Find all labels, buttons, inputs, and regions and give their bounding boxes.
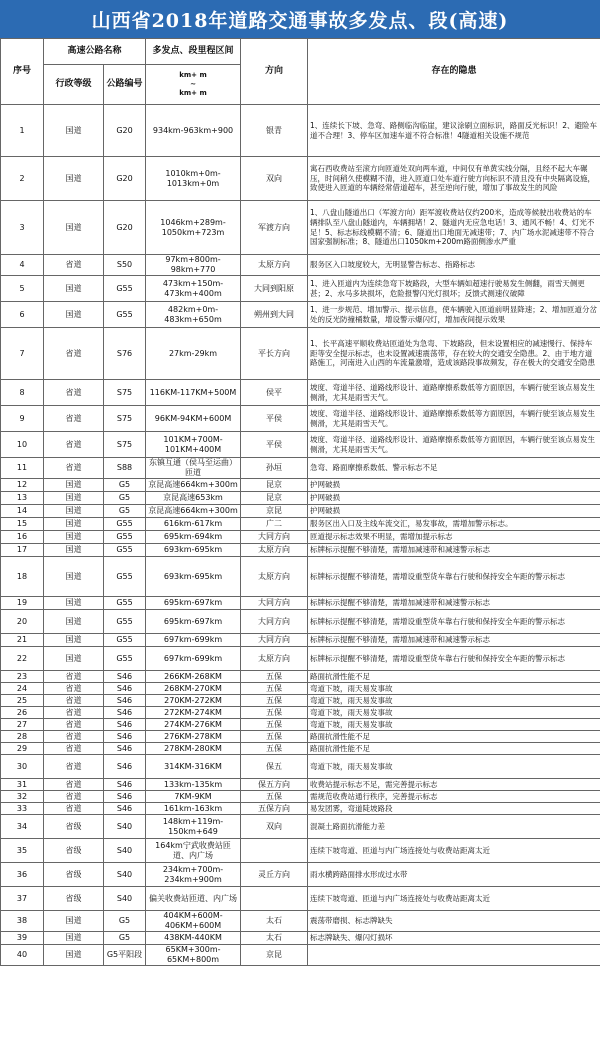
row-issue: 标牌标示提醒不够清楚，需增加减速带和减速警示标志 <box>308 544 600 557</box>
table-row <box>1 755 600 779</box>
row-range: 473km+150m-473km+400m <box>146 276 241 302</box>
row-seq: 25 <box>1 695 44 707</box>
row-seq: 1 <box>1 105 44 157</box>
row-issue: 混凝土路面抗滑能力差 <box>308 815 600 839</box>
row-direction: 太原方向 <box>241 647 308 671</box>
header-direction: 方向 <box>241 39 308 105</box>
row-seq: 31 <box>1 779 44 791</box>
row-admin-level: 国道 <box>44 302 104 328</box>
row-range: 693km-695km <box>146 544 241 557</box>
row-seq: 40 <box>1 945 44 966</box>
row-issue: 坡度、弯道半径、道路线形设计、道路摩擦系数低等方面原因，车辆行驶至该点易发生侧滑，尤其是雨雪天气。 <box>308 380 600 406</box>
row-seq: 32 <box>1 791 44 803</box>
row-range: 695km-697km <box>146 597 241 610</box>
header-issue: 存在的隐患 <box>308 39 600 105</box>
row-route-code: G55 <box>104 634 146 647</box>
table-row <box>1 911 600 932</box>
row-route-code: S50 <box>104 255 146 276</box>
row-admin-level: 省道 <box>44 432 104 458</box>
row-issue: 震荡带磨损、标志牌缺失 <box>308 911 600 932</box>
row-route-code: G5 <box>104 932 146 945</box>
row-issue: 标牌标示提醒不够清楚，需增设重型货车靠右行驶和保持安全车距的警示标志 <box>308 647 600 671</box>
row-seq: 13 <box>1 492 44 505</box>
table-row <box>1 557 600 597</box>
row-seq: 23 <box>1 671 44 683</box>
table-row <box>1 791 600 803</box>
row-admin-level: 国道 <box>44 610 104 634</box>
row-issue: 1、长平高速平顺收费站匝道处为急弯、下坡路段，但未设置相应的减速慢行、保持车距等安全提示标志，也未设置减速震荡带，存在较大的交通安全隐患。2、由于地方道路施工，河南进入山西的车流量激增，造成该路段事故频发，存在极大的交通安全隐患 <box>308 328 600 380</box>
row-route-code: S40 <box>104 815 146 839</box>
row-admin-level: 省道 <box>44 779 104 791</box>
row-seq: 9 <box>1 406 44 432</box>
row-range: 278KM-280KM <box>146 743 241 755</box>
row-issue: 匝道提示标志效果不明显，需增加提示标志 <box>308 531 600 544</box>
row-issue: 护网破损 <box>308 505 600 518</box>
row-range: 27km-29km <box>146 328 241 380</box>
table-row <box>1 505 600 518</box>
row-route-code: G5 <box>104 505 146 518</box>
row-range: 65KM+300m-65KM+800m <box>146 945 241 966</box>
row-admin-level: 省级 <box>44 863 104 887</box>
header-seq: 序号 <box>1 39 44 105</box>
header-admin-level: 行政等级 <box>44 65 104 105</box>
row-route-code: S46 <box>104 671 146 683</box>
table-row <box>1 743 600 755</box>
table-row <box>1 302 600 328</box>
row-route-code: S46 <box>104 707 146 719</box>
row-range: 695km-694km <box>146 531 241 544</box>
row-route-code: G55 <box>104 647 146 671</box>
page-title: 山西省2018年道路交通事故多发点、段(高速) <box>0 0 600 38</box>
row-issue: 标志牌缺失、爆闪灯损坏 <box>308 932 600 945</box>
row-issue: 易发团雾，弯道陡坡路段 <box>308 803 600 815</box>
row-route-code: G5 <box>104 492 146 505</box>
row-admin-level: 国道 <box>44 157 104 201</box>
row-route-code: S40 <box>104 887 146 911</box>
row-range: 101KM+700M-101KM+400M <box>146 432 241 458</box>
table-row <box>1 719 600 731</box>
row-admin-level: 省道 <box>44 755 104 779</box>
row-direction: 五保 <box>241 731 308 743</box>
row-direction <box>241 839 308 863</box>
row-seq: 24 <box>1 683 44 695</box>
table-row <box>1 695 600 707</box>
table-row <box>1 105 600 157</box>
table-row <box>1 458 600 479</box>
row-range: 1010km+0m-1013km+0m <box>146 157 241 201</box>
row-admin-level: 国道 <box>44 597 104 610</box>
row-seq: 21 <box>1 634 44 647</box>
row-range: 693km-695km <box>146 557 241 597</box>
row-admin-level: 省级 <box>44 887 104 911</box>
row-admin-level: 国道 <box>44 531 104 544</box>
row-route-code: G20 <box>104 157 146 201</box>
row-admin-level: 国道 <box>44 479 104 492</box>
table-row <box>1 634 600 647</box>
row-route-code: G55 <box>104 597 146 610</box>
row-direction: 广二 <box>241 518 308 531</box>
row-direction: 保五方向 <box>241 779 308 791</box>
row-direction: 五保 <box>241 695 308 707</box>
table-row <box>1 201 600 255</box>
table-row <box>1 406 600 432</box>
row-direction: 五保 <box>241 671 308 683</box>
row-route-code: S46 <box>104 719 146 731</box>
row-seq: 16 <box>1 531 44 544</box>
table-row <box>1 803 600 815</box>
row-seq: 4 <box>1 255 44 276</box>
row-direction: 孙垣 <box>241 458 308 479</box>
row-issue: 弯道下坡，雨天易发事故 <box>308 695 600 707</box>
row-seq: 20 <box>1 610 44 634</box>
row-issue: 雨水横跨路面排水形成过水带 <box>308 863 600 887</box>
row-admin-level: 省道 <box>44 328 104 380</box>
row-range: 东镇互通（侯马至运曲）匝道 <box>146 458 241 479</box>
row-admin-level: 省道 <box>44 458 104 479</box>
table-row <box>1 683 600 695</box>
row-issue: 服务区入口坡度较大，无明显警告标志、指路标志 <box>308 255 600 276</box>
row-route-code: S75 <box>104 380 146 406</box>
row-direction: 军渡方向 <box>241 201 308 255</box>
table-row <box>1 597 600 610</box>
row-range: 616km-617km <box>146 518 241 531</box>
row-admin-level: 国道 <box>44 557 104 597</box>
row-seq: 6 <box>1 302 44 328</box>
row-admin-level: 省道 <box>44 683 104 695</box>
row-direction: 太原方向 <box>241 255 308 276</box>
row-seq: 39 <box>1 932 44 945</box>
table-row <box>1 610 600 634</box>
row-admin-level: 省道 <box>44 707 104 719</box>
row-admin-level: 国道 <box>44 276 104 302</box>
row-range: 276KM-278KM <box>146 731 241 743</box>
row-route-code: S40 <box>104 839 146 863</box>
row-direction: 大同方向 <box>241 597 308 610</box>
row-seq: 33 <box>1 803 44 815</box>
row-range: 京昆高速664km+300m <box>146 479 241 492</box>
row-range: 697km-699km <box>146 634 241 647</box>
row-range: 京昆高速664km+300m <box>146 505 241 518</box>
row-range: 偏关收费站匝道、内广场 <box>146 887 241 911</box>
row-admin-level: 国道 <box>44 634 104 647</box>
row-issue: 护网破损 <box>308 492 600 505</box>
row-route-code: S46 <box>104 743 146 755</box>
row-direction: 太石 <box>241 911 308 932</box>
row-direction: 太原方向 <box>241 544 308 557</box>
row-issue: 坡度、弯道半径、道路线形设计、道路摩擦系数低等方面原因，车辆行驶至该点易发生侧滑，尤其是雨雪天气。 <box>308 406 600 432</box>
row-seq: 17 <box>1 544 44 557</box>
row-range: 1046km+289m-1050km+723m <box>146 201 241 255</box>
row-admin-level: 国道 <box>44 505 104 518</box>
row-issue: 弯道下坡，雨天易发事故 <box>308 719 600 731</box>
row-range: 438KM-440KM <box>146 932 241 945</box>
row-route-code: S75 <box>104 432 146 458</box>
row-range: 96KM-94KM+600M <box>146 406 241 432</box>
row-admin-level: 国道 <box>44 647 104 671</box>
row-seq: 34 <box>1 815 44 839</box>
row-route-code: S46 <box>104 683 146 695</box>
table-row <box>1 839 600 863</box>
row-issue: 路面抗滑性能不足 <box>308 671 600 683</box>
row-direction: 昆京 <box>241 479 308 492</box>
row-seq: 14 <box>1 505 44 518</box>
row-route-code: S88 <box>104 458 146 479</box>
row-seq: 5 <box>1 276 44 302</box>
table-row <box>1 157 600 201</box>
row-route-code: G55 <box>104 557 146 597</box>
row-issue: 标牌标示提醒不够清楚，需增设重型货车靠右行驶和保持安全车距的警示标志 <box>308 557 600 597</box>
row-range: 京昆高速653km <box>146 492 241 505</box>
row-admin-level: 省道 <box>44 695 104 707</box>
row-issue: 标牌标示提醒不够清楚，需增加减速带和减速警示标志 <box>308 634 600 647</box>
row-route-code: G55 <box>104 544 146 557</box>
row-route-code: G5平阳段 <box>104 945 146 966</box>
row-issue: 护网破损 <box>308 479 600 492</box>
row-route-code: G5 <box>104 479 146 492</box>
row-seq: 26 <box>1 707 44 719</box>
row-admin-level: 省道 <box>44 743 104 755</box>
table-body <box>1 105 600 966</box>
row-admin-level: 省道 <box>44 671 104 683</box>
row-route-code: G55 <box>104 302 146 328</box>
row-issue: 弯道下坡，雨天易发事故 <box>308 707 600 719</box>
row-range: 133km-135km <box>146 779 241 791</box>
row-seq: 10 <box>1 432 44 458</box>
row-range: 274KM-276KM <box>146 719 241 731</box>
row-route-code: S46 <box>104 791 146 803</box>
row-direction: 双向 <box>241 157 308 201</box>
header-highway-name: 高速公路名称 <box>44 39 146 65</box>
row-direction: 太石 <box>241 932 308 945</box>
row-admin-level: 省道 <box>44 791 104 803</box>
row-direction: 太原方向 <box>241 557 308 597</box>
row-admin-level: 国道 <box>44 932 104 945</box>
row-seq: 22 <box>1 647 44 671</box>
row-range: 161km-163km <box>146 803 241 815</box>
row-issue: 路面抗滑性能不足 <box>308 731 600 743</box>
table-row <box>1 380 600 406</box>
row-seq: 12 <box>1 479 44 492</box>
row-seq: 36 <box>1 863 44 887</box>
row-direction: 侯平 <box>241 380 308 406</box>
row-admin-level: 省道 <box>44 803 104 815</box>
row-seq: 8 <box>1 380 44 406</box>
table-row <box>1 432 600 458</box>
row-issue: 标牌标示提醒不够清楚，需增加减速带和减速警示标志 <box>308 597 600 610</box>
row-seq: 11 <box>1 458 44 479</box>
row-issue: 坡度、弯道半径、道路线形设计、道路摩擦系数低等方面原因，车辆行驶至该点易发生侧滑，尤其是雨雪天气。 <box>308 432 600 458</box>
row-route-code: G55 <box>104 276 146 302</box>
table-row <box>1 647 600 671</box>
row-seq: 35 <box>1 839 44 863</box>
row-route-code: S46 <box>104 695 146 707</box>
row-direction: 朔州到大同 <box>241 302 308 328</box>
header-range: 多发点、段里程区间 <box>146 39 241 65</box>
row-admin-level: 国道 <box>44 544 104 557</box>
row-admin-level: 省道 <box>44 731 104 743</box>
row-seq: 3 <box>1 201 44 255</box>
row-range: 148km+119m-150km+649 <box>146 815 241 839</box>
row-admin-level: 国道 <box>44 518 104 531</box>
row-route-code: G55 <box>104 518 146 531</box>
row-issue: 1、进入匝道内为连续急弯下坡路段，大型车辆如超速行驶易发生侧翻，雨雪天侧更甚；2、水马多块损坏，危险报警闪光灯损坏；反馈式测速仪破障 <box>308 276 600 302</box>
row-issue: 收费站提示标志不足，需完善提示标志 <box>308 779 600 791</box>
table-row <box>1 255 600 276</box>
row-seq: 15 <box>1 518 44 531</box>
table-row <box>1 671 600 683</box>
row-direction: 五保 <box>241 791 308 803</box>
row-issue: 服务区出入口及主线车流交汇，易发事故，需增加警示标志。 <box>308 518 600 531</box>
row-range: 266KM-268KM <box>146 671 241 683</box>
row-range: 268KM-270KM <box>146 683 241 695</box>
row-direction: 平长方向 <box>241 328 308 380</box>
row-route-code: G55 <box>104 610 146 634</box>
row-seq: 29 <box>1 743 44 755</box>
row-range: 164km宁武收费站匝道、内广场 <box>146 839 241 863</box>
row-direction: 双向 <box>241 815 308 839</box>
row-issue: 连续下坡弯道、匝道与内广场连接处与收费站距离太近 <box>308 887 600 911</box>
row-direction: 五保 <box>241 719 308 731</box>
table-row <box>1 544 600 557</box>
row-route-code: G5 <box>104 911 146 932</box>
row-range: 695km-697km <box>146 610 241 634</box>
table-row <box>1 932 600 945</box>
row-route-code: G20 <box>104 105 146 157</box>
table-row <box>1 276 600 302</box>
row-direction: 大同方向 <box>241 610 308 634</box>
row-issue: 寓石西收费站至滚方向匝道处双向两车道，中间仅有单黄实线分隔，且经不起大车碾压，时间稍久使模糊不清，进入匝道口处车道行驶方向标识不清且没有中央隔离设施，致使进入匝道的车辆经常借道超车，甚至逆向行驶，增加了事故发生的风险 <box>308 157 600 201</box>
row-direction: 平侯 <box>241 406 308 432</box>
row-direction: 保五 <box>241 755 308 779</box>
row-issue: 弯道下坡，雨天易发事故 <box>308 755 600 779</box>
row-route-code: S46 <box>104 755 146 779</box>
row-seq: 7 <box>1 328 44 380</box>
row-range: 7KM-9KM <box>146 791 241 803</box>
row-direction: 平侯 <box>241 432 308 458</box>
row-admin-level: 省级 <box>44 815 104 839</box>
row-route-code: S40 <box>104 863 146 887</box>
row-issue: 急弯、路面摩擦系数低、警示标志不足 <box>308 458 600 479</box>
row-issue: 标牌标示提醒不够清楚，需增设重型货车靠右行驶和保持安全车距的警示标志 <box>308 610 600 634</box>
table-row <box>1 531 600 544</box>
row-seq: 30 <box>1 755 44 779</box>
row-direction: 五保 <box>241 743 308 755</box>
row-route-code: S46 <box>104 803 146 815</box>
row-range: 697km-699km <box>146 647 241 671</box>
row-seq: 37 <box>1 887 44 911</box>
row-direction: 银青 <box>241 105 308 157</box>
row-seq: 19 <box>1 597 44 610</box>
row-direction: 灵丘方向 <box>241 863 308 887</box>
row-issue: 1、八盘山隧道出口（军渡方向）距军渡收费站仅约200米，造成等候驶出收费站的车辆排队至八盘山隧道内，车辆拥堵！2、隧道内无应急电话！3、通风不畅！4、灯光不足！5、标志标线模糊不清；6、隧道出口地面无减速带；7、内广场水泥减速带不符合国家强制标准；8、隧道出口1050km+200m路面侧渗水严重 <box>308 201 600 255</box>
row-direction: 京昆 <box>241 505 308 518</box>
table-row <box>1 731 600 743</box>
row-direction: 五保方向 <box>241 803 308 815</box>
row-range: 116KM-117KM+500M <box>146 380 241 406</box>
table-row <box>1 945 600 966</box>
row-direction: 京昆 <box>241 945 308 966</box>
table-row <box>1 479 600 492</box>
row-route-code: S46 <box>104 779 146 791</box>
row-admin-level: 国道 <box>44 492 104 505</box>
row-route-code: S76 <box>104 328 146 380</box>
row-range: 234km+700m-234km+900m <box>146 863 241 887</box>
row-range: 272KM-274KM <box>146 707 241 719</box>
row-route-code: S75 <box>104 406 146 432</box>
table-row <box>1 518 600 531</box>
row-issue: 连续下坡弯道、匝道与内广场连接处与收费站距离太近 <box>308 839 600 863</box>
row-seq: 28 <box>1 731 44 743</box>
row-direction <box>241 887 308 911</box>
table-row <box>1 887 600 911</box>
row-range: 934km-963km+900 <box>146 105 241 157</box>
row-issue: 路面抗滑性能不足 <box>308 743 600 755</box>
row-admin-level: 国道 <box>44 911 104 932</box>
row-issue: 1、连续长下坡、急弯、路侧临沟临崖，建议涂刷立面标识，路面反光标识！2、避险车道不合理！3、停车区加速车道不符合标准！4隧道相关设施不规范 <box>308 105 600 157</box>
table-row <box>1 328 600 380</box>
row-range: 97km+800m-98km+770 <box>146 255 241 276</box>
row-route-code: G55 <box>104 531 146 544</box>
row-admin-level: 省道 <box>44 255 104 276</box>
row-range: 404KM+600M-406KM+600M <box>146 911 241 932</box>
row-issue <box>308 945 600 966</box>
header-range-format: km+ m ~ km+ m <box>146 65 241 105</box>
row-issue: 弯道下坡，雨天易发事故 <box>308 683 600 695</box>
row-direction: 大同方向 <box>241 634 308 647</box>
row-admin-level: 国道 <box>44 945 104 966</box>
row-seq: 38 <box>1 911 44 932</box>
table-row <box>1 779 600 791</box>
row-admin-level: 省级 <box>44 839 104 863</box>
row-route-code: S46 <box>104 731 146 743</box>
table-row <box>1 863 600 887</box>
table-row <box>1 815 600 839</box>
row-seq: 18 <box>1 557 44 597</box>
row-issue: 1、进一步规范、增加警示、提示信息，使车辆驶入匝道前明显降速；2、增加匝道分岔处的反光防撞桶数量，增设警示爆闪灯，增加夜间提示效果 <box>308 302 600 328</box>
row-range: 482km+0m-483km+650m <box>146 302 241 328</box>
table-row <box>1 492 600 505</box>
row-range: 270KM-272KM <box>146 695 241 707</box>
row-direction: 五保 <box>241 683 308 695</box>
row-admin-level: 国道 <box>44 105 104 157</box>
table-row <box>1 707 600 719</box>
row-direction: 五保 <box>241 707 308 719</box>
row-admin-level: 省道 <box>44 380 104 406</box>
accident-table <box>0 38 600 966</box>
row-admin-level: 省道 <box>44 406 104 432</box>
row-range: 314KM-316KM <box>146 755 241 779</box>
row-issue: 需规范收费站通行秩序，完善提示标志 <box>308 791 600 803</box>
header-route-code: 公路编号 <box>104 65 146 105</box>
row-direction: 昆京 <box>241 492 308 505</box>
row-admin-level: 省道 <box>44 719 104 731</box>
row-admin-level: 国道 <box>44 201 104 255</box>
row-seq: 27 <box>1 719 44 731</box>
row-direction: 大同方向 <box>241 531 308 544</box>
row-seq: 2 <box>1 157 44 201</box>
row-direction: 大同到阳原 <box>241 276 308 302</box>
row-route-code: G20 <box>104 201 146 255</box>
